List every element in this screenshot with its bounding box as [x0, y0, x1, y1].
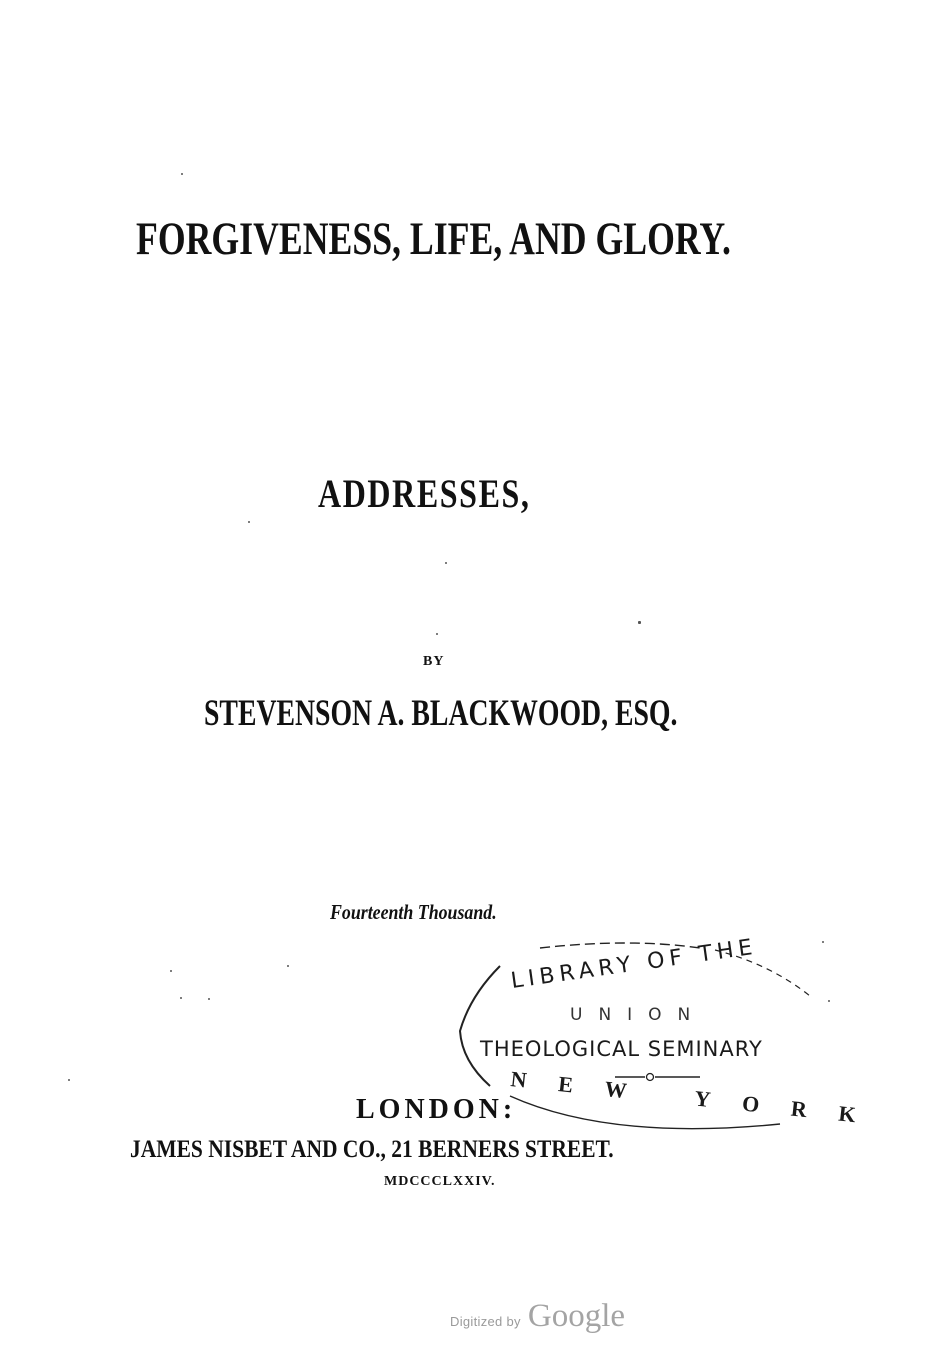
scan-speck	[828, 1000, 830, 1002]
scan-speck	[445, 562, 447, 564]
publisher-line: JAMES NISBET AND CO., 21 BERNERS STREET.	[130, 1136, 614, 1163]
scan-speck	[822, 941, 824, 943]
stamp-line-4: NEW YORK	[509, 1066, 889, 1131]
book-subtitle: ADDRESSES,	[318, 471, 531, 516]
by-line: BY	[423, 654, 445, 669]
scan-speck	[68, 1079, 70, 1081]
book-title: FORGIVENESS, LIFE, AND GLORY.	[136, 213, 731, 265]
scan-speck	[181, 173, 183, 175]
scan-speck	[436, 633, 438, 635]
edition-note: Fourteenth Thousand.	[330, 900, 497, 924]
stamp-line-2: UNION	[570, 1005, 707, 1025]
stamp-line-3: THEOLOGICAL SEMINARY	[480, 1037, 763, 1061]
scan-speck	[208, 998, 210, 1000]
watermark-prefix: Digitized by	[450, 1314, 521, 1329]
google-logo: Google	[527, 1298, 626, 1334]
digitized-watermark	[450, 1298, 625, 1335]
scan-speck	[638, 621, 641, 624]
stamp-line-1: LIBRARY OF THE	[509, 934, 759, 994]
author-name: STEVENSON A. BLACKWOOD, ESQ.	[204, 693, 678, 734]
scan-speck	[287, 965, 289, 967]
scan-speck	[170, 970, 172, 972]
publication-place: LONDON:	[356, 1094, 517, 1125]
scan-speck	[248, 521, 250, 523]
publication-year: MDCCCLXXIV.	[384, 1174, 496, 1189]
scan-speck	[180, 997, 182, 999]
